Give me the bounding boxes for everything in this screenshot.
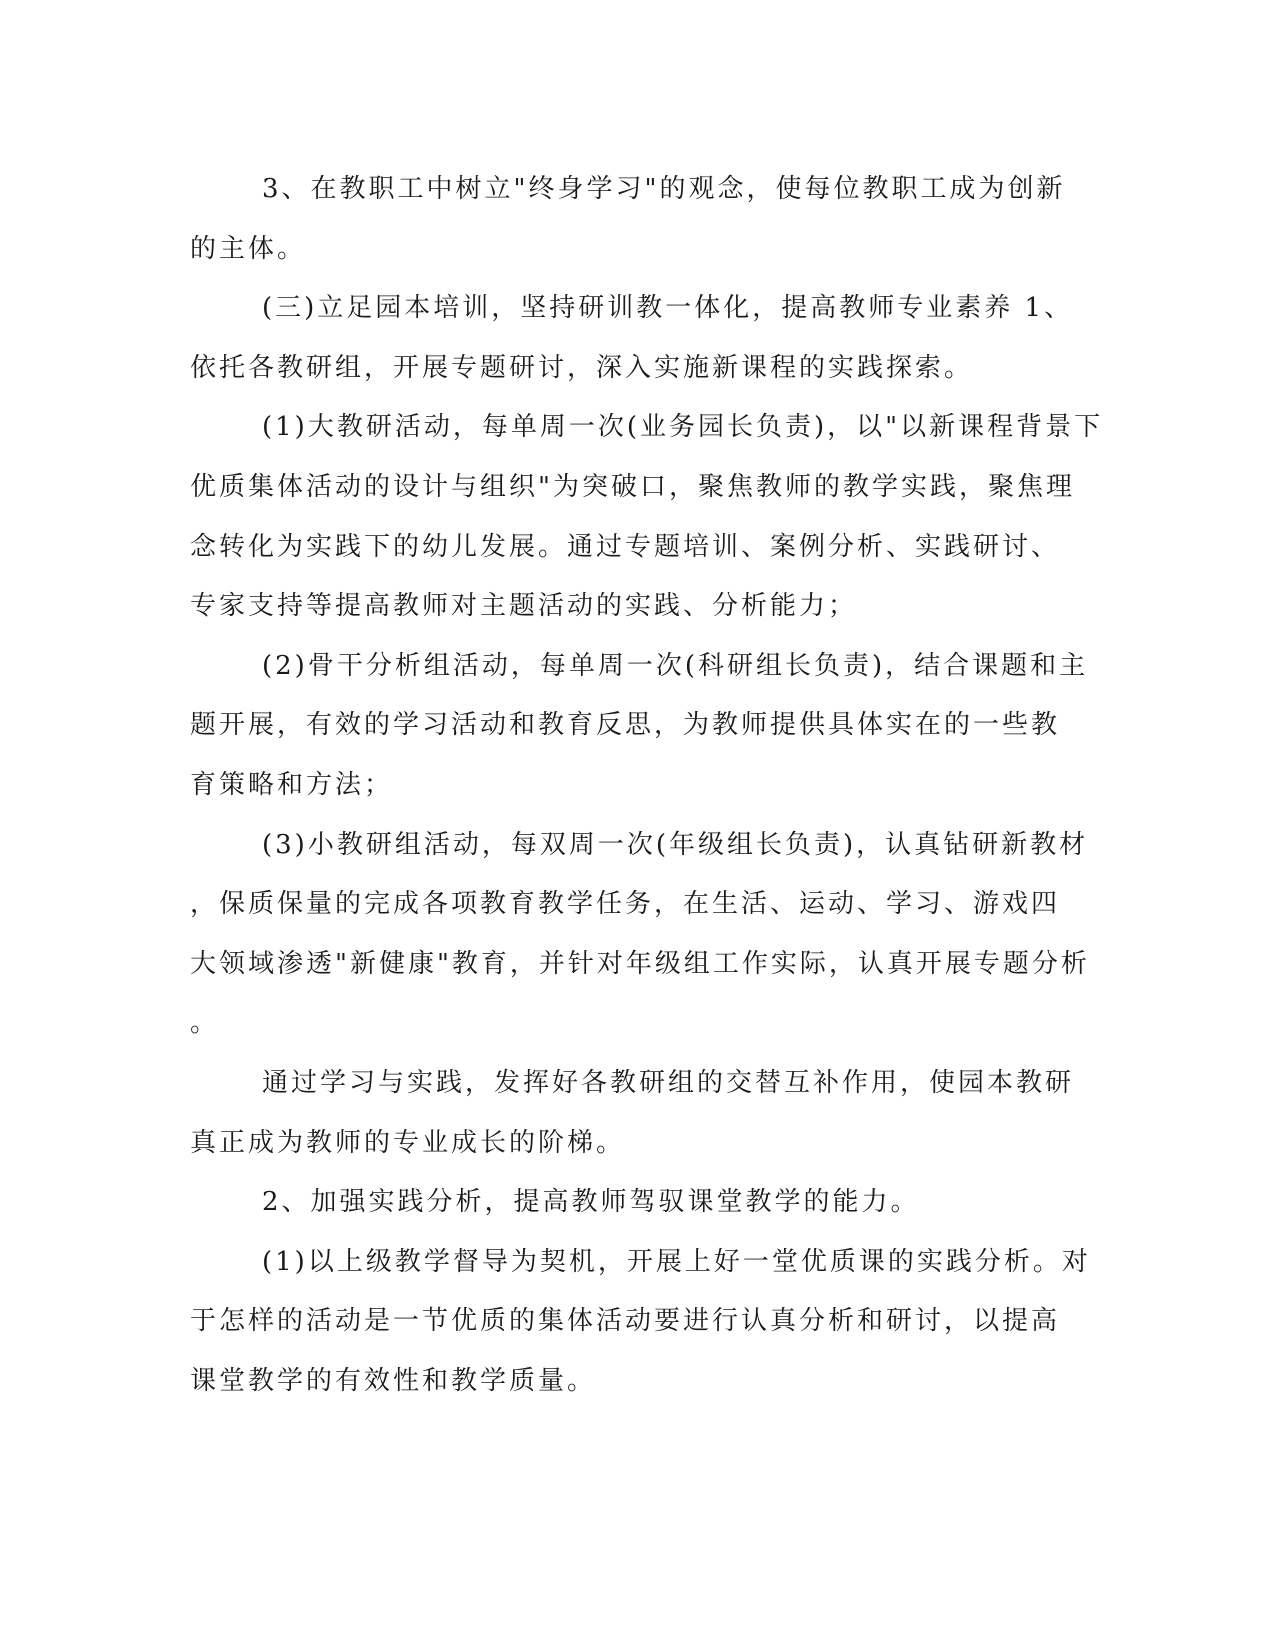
text-line: 题开展，有效的学习活动和教育反思，为教师提供具体实在的一些教: [190, 710, 1061, 741]
text-line: (三)立足园本培训，坚持研训教一体化，提高教师专业素养 1、: [262, 293, 1074, 324]
text-line: 通过学习与实践，发挥好各教研组的交替互补作用，使园本教研: [262, 1067, 1075, 1098]
text-line: (2)骨干分析组活动，每单周一次(科研组长负责)，结合课题和主: [262, 650, 1089, 681]
text-line: 大领域渗透"新健康"教育，并针对年级组工作实际，认真开展专题分析: [190, 948, 1090, 979]
document-body: [190, 160, 1104, 1411]
text-line: 依托各教研组，开展专题研讨，深入实施新课程的实践探索。: [190, 352, 974, 383]
text-line: 专家支持等提高教师对主题活动的实践、分析能力；: [190, 591, 858, 622]
text-line: 念转化为实践下的幼儿发展。通过专题培训、案例分析、实践研讨、: [190, 531, 1061, 562]
text-line: ，保质保量的完成各项教育教学任务，在生活、运动、学习、游戏四: [190, 889, 1061, 920]
text-line: 3、在教职工中树立"终身学习"的观念，使每位教职工成为创新: [262, 174, 1066, 204]
text-line: 优质集体活动的设计与组织"为突破口，聚焦教师的教学实践，聚焦理: [190, 471, 1075, 502]
text-line: (1)以上级教学督导为契机，开展上好一堂优质课的实践分析。对: [262, 1246, 1091, 1277]
text-line: 。: [190, 1008, 220, 1039]
text-line: 于怎样的活动是一节优质的集体活动要进行认真分析和研讨，以提高: [190, 1306, 1061, 1337]
text-line: 2、加强实践分析，提高教师驾驭课堂教学的能力。: [262, 1187, 920, 1218]
text-line: 真正成为教师的专业成长的阶梯。: [190, 1127, 626, 1158]
text-line: 课堂教学的有效性和教学质量。: [190, 1365, 597, 1396]
text-line: (1)大教研活动，每单周一次(业务园长负责)，以"以新课程背景下: [262, 412, 1104, 443]
text-line: 育策略和方法；: [190, 769, 394, 800]
text-line: 的主体。: [190, 233, 307, 264]
text-line: (3)小教研组活动，每双周一次(年级组长负责)，认真钻研新教材: [262, 829, 1089, 860]
